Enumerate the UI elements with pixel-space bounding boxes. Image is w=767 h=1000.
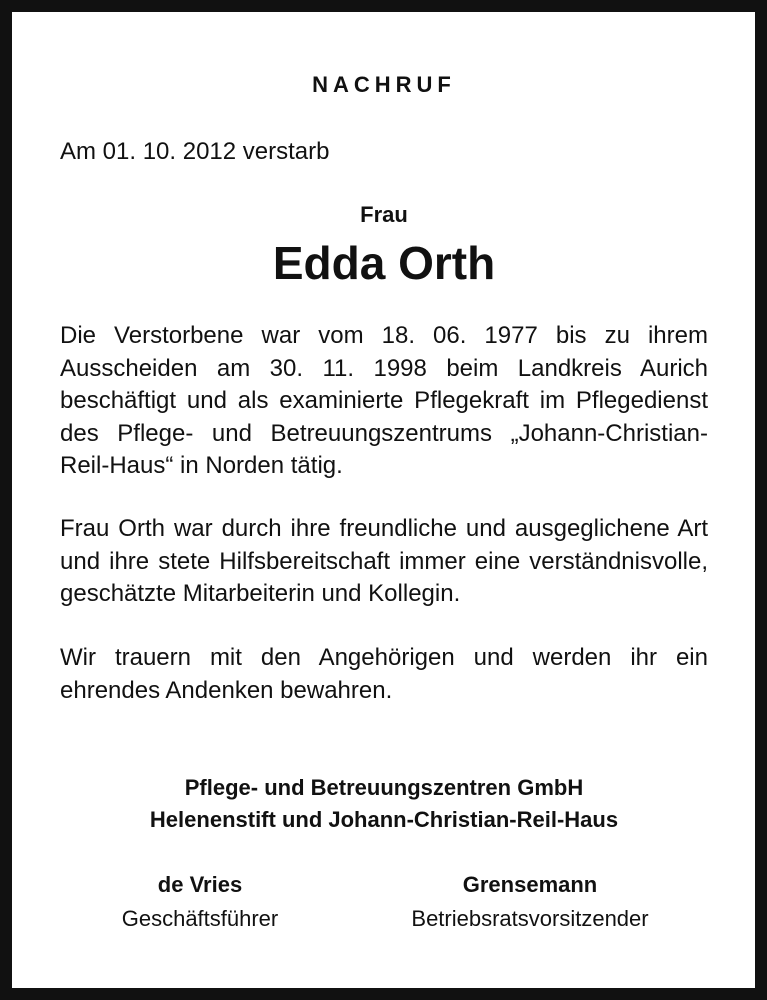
paragraph-employment: Die Verstorbene war vom 18. 06. 1977 bis zu ihrem Ausscheiden am 30. 11. 1998 beim Landkreis Aurich beschäftigt und als examinierte Pflegekraft im Pflegedienst des Pflege- und Betreuungszentrums „Johann-Christian-Reil-Haus“ in Norden tätig. [60, 322, 708, 479]
organization-facilities: Helenenstift und Johann-Christian-Reil-Haus [149, 807, 619, 832]
deceased-name: Edda Orth [272, 237, 496, 289]
signatory-role: Betriebsratsvorsitzender [411, 906, 649, 931]
paragraph-condolence: Wir trauern mit den Angehörigen und werden ihr ein ehrendes Andenken bewahren. [60, 644, 708, 704]
signatory-role: Geschäftsführer [121, 906, 279, 931]
paragraph-character: Frau Orth war durch ihre freundliche und ausgeglichene Art und ihre stete Hilfsbereitschaft immer eine verständnisvolle, geschätzte Mitarbeiterin und Kollegin. [60, 515, 708, 607]
signatory-name: de Vries [157, 872, 243, 897]
salutation: Frau [360, 202, 408, 227]
signatory-right [380, 868, 680, 936]
signatory-name: Grensemann [462, 872, 598, 897]
organization-name: Pflege- und Betreuungszentren GmbH [184, 775, 584, 800]
notice-heading: NACHRUF [312, 72, 456, 97]
signatory-left [90, 868, 310, 936]
death-date-line: Am 01. 10. 2012 verstarb [60, 138, 330, 165]
